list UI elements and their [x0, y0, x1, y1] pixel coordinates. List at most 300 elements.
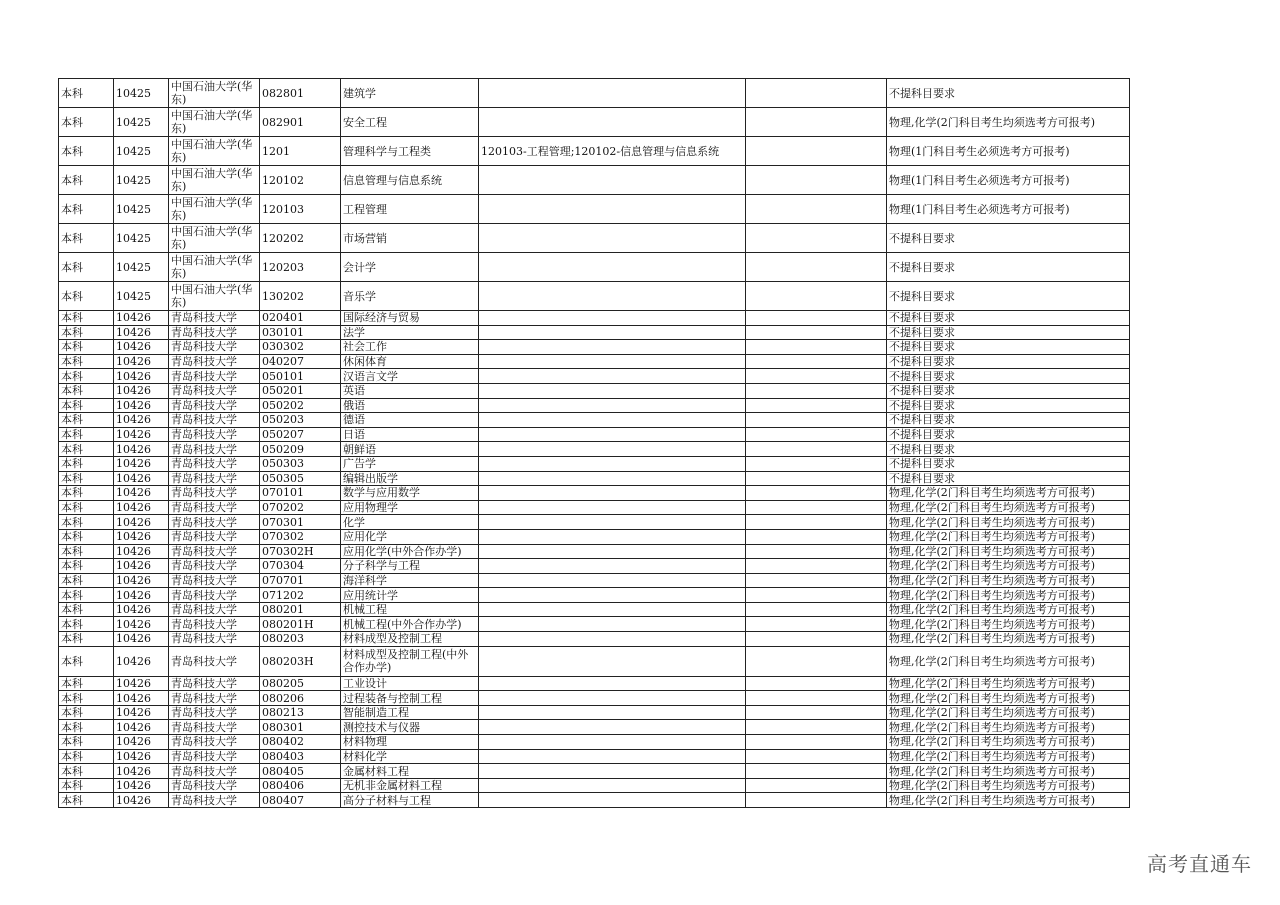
school-name-cell: 青岛科技大学	[169, 486, 260, 501]
major-code-cell: 080203	[260, 632, 341, 647]
table-row	[59, 471, 1130, 486]
major-code-cell: 120203	[260, 253, 341, 282]
subject-requirement-cell: 不提科目要求	[887, 340, 1130, 355]
school-name-cell: 青岛科技大学	[169, 793, 260, 808]
school-code-cell: 10425	[114, 137, 169, 166]
major-name-cell: 朝鲜语	[341, 442, 479, 457]
subject-requirement-cell: 不提科目要求	[887, 369, 1130, 384]
major-code-cell: 050203	[260, 413, 341, 428]
subject-requirement-cell: 不提科目要求	[887, 442, 1130, 457]
blank-cell	[746, 79, 887, 108]
subject-requirement-cell: 物理,化学(2门科目考生均须选考方可报考)	[887, 602, 1130, 617]
school-name-cell: 青岛科技大学	[169, 456, 260, 471]
table-row	[59, 442, 1130, 457]
school-name-cell: 青岛科技大学	[169, 778, 260, 793]
major-name-cell: 会计学	[341, 253, 479, 282]
school-name-cell: 青岛科技大学	[169, 544, 260, 559]
school-code-cell: 10425	[114, 282, 169, 311]
table-row	[59, 764, 1130, 779]
blank-cell	[746, 427, 887, 442]
school-code-cell: 10426	[114, 691, 169, 706]
school-name-cell: 中国石油大学(华东)	[169, 137, 260, 166]
major-code-cell: 080203H	[260, 646, 341, 676]
school-code-cell: 10426	[114, 398, 169, 413]
major-name-cell: 俄语	[341, 398, 479, 413]
table-row	[59, 515, 1130, 530]
subject-requirement-cell: 物理,化学(2门科目考生均须选考方可报考)	[887, 559, 1130, 574]
blank-cell	[746, 529, 887, 544]
major-name-cell: 信息管理与信息系统	[341, 166, 479, 195]
level-cell: 本科	[59, 559, 114, 574]
school-name-cell: 青岛科技大学	[169, 749, 260, 764]
school-name-cell: 青岛科技大学	[169, 354, 260, 369]
school-code-cell: 10426	[114, 340, 169, 355]
school-name-cell: 青岛科技大学	[169, 646, 260, 676]
subject-requirement-cell: 不提科目要求	[887, 253, 1130, 282]
major-code-cell: 050305	[260, 471, 341, 486]
school-name-cell: 青岛科技大学	[169, 442, 260, 457]
blank-cell	[746, 588, 887, 603]
included-majors-cell	[479, 354, 746, 369]
school-name-cell: 青岛科技大学	[169, 617, 260, 632]
major-name-cell: 工程管理	[341, 195, 479, 224]
included-majors-cell	[479, 602, 746, 617]
subject-requirement-cell: 物理(1门科目考生必须选考方可报考)	[887, 166, 1130, 195]
major-name-cell: 高分子材料与工程	[341, 793, 479, 808]
table-row	[59, 646, 1130, 676]
subject-requirement-cell: 物理,化学(2门科目考生均须选考方可报考)	[887, 691, 1130, 706]
school-code-cell: 10426	[114, 573, 169, 588]
subject-requirement-cell: 物理,化学(2门科目考生均须选考方可报考)	[887, 764, 1130, 779]
subject-requirement-cell: 物理,化学(2门科目考生均须选考方可报考)	[887, 486, 1130, 501]
blank-cell	[746, 764, 887, 779]
school-code-cell: 10426	[114, 311, 169, 326]
level-cell: 本科	[59, 427, 114, 442]
major-code-cell: 080407	[260, 793, 341, 808]
blank-cell	[746, 108, 887, 137]
major-name-cell: 机械工程(中外合作办学)	[341, 617, 479, 632]
included-majors-cell	[479, 735, 746, 750]
included-majors-cell	[479, 749, 746, 764]
level-cell: 本科	[59, 108, 114, 137]
blank-cell	[746, 471, 887, 486]
level-cell: 本科	[59, 369, 114, 384]
major-name-cell: 化学	[341, 515, 479, 530]
school-code-cell: 10426	[114, 764, 169, 779]
major-code-cell: 040207	[260, 354, 341, 369]
subject-requirement-cell: 不提科目要求	[887, 325, 1130, 340]
level-cell: 本科	[59, 253, 114, 282]
blank-cell	[746, 602, 887, 617]
school-name-cell: 青岛科技大学	[169, 515, 260, 530]
major-name-cell: 应用物理学	[341, 500, 479, 515]
blank-cell	[746, 442, 887, 457]
included-majors-cell	[479, 166, 746, 195]
blank-cell	[746, 735, 887, 750]
subject-requirement-cell: 不提科目要求	[887, 427, 1130, 442]
major-name-cell: 英语	[341, 383, 479, 398]
major-name-cell: 无机非金属材料工程	[341, 778, 479, 793]
level-cell: 本科	[59, 413, 114, 428]
school-name-cell: 青岛科技大学	[169, 705, 260, 720]
school-code-cell: 10426	[114, 529, 169, 544]
subject-requirement-cell: 不提科目要求	[887, 224, 1130, 253]
school-code-cell: 10426	[114, 646, 169, 676]
major-code-cell: 080405	[260, 764, 341, 779]
table-row	[59, 354, 1130, 369]
major-code-cell: 080206	[260, 691, 341, 706]
included-majors-cell	[479, 720, 746, 735]
major-code-cell: 080201	[260, 602, 341, 617]
major-name-cell: 休闲体育	[341, 354, 479, 369]
major-code-cell: 082901	[260, 108, 341, 137]
included-majors-cell	[479, 427, 746, 442]
school-code-cell: 10426	[114, 602, 169, 617]
table-row	[59, 383, 1130, 398]
table-row	[59, 166, 1130, 195]
school-name-cell: 青岛科技大学	[169, 427, 260, 442]
level-cell: 本科	[59, 137, 114, 166]
subject-requirement-cell: 不提科目要求	[887, 383, 1130, 398]
school-name-cell: 青岛科技大学	[169, 676, 260, 691]
school-code-cell: 10426	[114, 705, 169, 720]
blank-cell	[746, 676, 887, 691]
school-name-cell: 青岛科技大学	[169, 340, 260, 355]
school-code-cell: 10426	[114, 369, 169, 384]
blank-cell	[746, 691, 887, 706]
school-code-cell: 10426	[114, 413, 169, 428]
school-name-cell: 青岛科技大学	[169, 559, 260, 574]
blank-cell	[746, 325, 887, 340]
table-row	[59, 369, 1130, 384]
table-row	[59, 778, 1130, 793]
included-majors-cell	[479, 793, 746, 808]
included-majors-cell	[479, 398, 746, 413]
subject-requirement-cell: 物理,化学(2门科目考生均须选考方可报考)	[887, 108, 1130, 137]
level-cell: 本科	[59, 544, 114, 559]
blank-cell	[746, 137, 887, 166]
table-row	[59, 427, 1130, 442]
major-code-cell: 030302	[260, 340, 341, 355]
level-cell: 本科	[59, 166, 114, 195]
subject-requirement-cell: 不提科目要求	[887, 354, 1130, 369]
major-code-cell: 120103	[260, 195, 341, 224]
school-code-cell: 10426	[114, 354, 169, 369]
major-code-cell: 080205	[260, 676, 341, 691]
school-name-cell: 青岛科技大学	[169, 311, 260, 326]
level-cell: 本科	[59, 764, 114, 779]
table-row	[59, 79, 1130, 108]
major-code-cell: 080201H	[260, 617, 341, 632]
included-majors-cell	[479, 778, 746, 793]
major-name-cell: 应用统计学	[341, 588, 479, 603]
school-name-cell: 青岛科技大学	[169, 602, 260, 617]
level-cell: 本科	[59, 354, 114, 369]
table-row	[59, 676, 1130, 691]
included-majors-cell	[479, 529, 746, 544]
blank-cell	[746, 632, 887, 647]
major-code-cell: 080402	[260, 735, 341, 750]
school-code-cell: 10426	[114, 793, 169, 808]
major-name-cell: 社会工作	[341, 340, 479, 355]
table-row	[59, 529, 1130, 544]
included-majors-cell	[479, 705, 746, 720]
table-row	[59, 559, 1130, 574]
blank-cell	[746, 354, 887, 369]
major-name-cell: 音乐学	[341, 282, 479, 311]
major-code-cell: 070304	[260, 559, 341, 574]
subject-requirement-cell: 物理,化学(2门科目考生均须选考方可报考)	[887, 705, 1130, 720]
table-row	[59, 735, 1130, 750]
major-code-cell: 080213	[260, 705, 341, 720]
major-name-cell: 智能制造工程	[341, 705, 479, 720]
table-row	[59, 602, 1130, 617]
watermark: 高考直通车	[1147, 852, 1252, 876]
major-name-cell: 机械工程	[341, 602, 479, 617]
major-code-cell: 070101	[260, 486, 341, 501]
major-name-cell: 测控技术与仪器	[341, 720, 479, 735]
subject-requirement-cell: 不提科目要求	[887, 311, 1130, 326]
major-code-cell: 070301	[260, 515, 341, 530]
major-name-cell: 应用化学	[341, 529, 479, 544]
major-name-cell: 材料化学	[341, 749, 479, 764]
included-majors-cell	[479, 486, 746, 501]
major-name-cell: 材料成型及控制工程	[341, 632, 479, 647]
school-code-cell: 10426	[114, 442, 169, 457]
subject-requirement-cell: 物理,化学(2门科目考生均须选考方可报考)	[887, 778, 1130, 793]
level-cell: 本科	[59, 749, 114, 764]
blank-cell	[746, 369, 887, 384]
included-majors-cell	[479, 340, 746, 355]
blank-cell	[746, 340, 887, 355]
major-code-cell: 050303	[260, 456, 341, 471]
included-majors-cell	[479, 764, 746, 779]
subject-requirement-cell: 物理,化学(2门科目考生均须选考方可报考)	[887, 617, 1130, 632]
major-name-cell: 建筑学	[341, 79, 479, 108]
school-name-cell: 中国石油大学(华东)	[169, 282, 260, 311]
blank-cell	[746, 311, 887, 326]
subject-requirement-cell: 不提科目要求	[887, 282, 1130, 311]
blank-cell	[746, 383, 887, 398]
table-body	[59, 79, 1130, 808]
level-cell: 本科	[59, 705, 114, 720]
level-cell: 本科	[59, 195, 114, 224]
level-cell: 本科	[59, 340, 114, 355]
subject-requirement-cell: 物理,化学(2门科目考生均须选考方可报考)	[887, 500, 1130, 515]
school-name-cell: 青岛科技大学	[169, 413, 260, 428]
included-majors-cell	[479, 617, 746, 632]
table-row	[59, 311, 1130, 326]
level-cell: 本科	[59, 515, 114, 530]
school-code-cell: 10426	[114, 720, 169, 735]
included-majors-cell	[479, 573, 746, 588]
subject-requirement-cell: 物理(1门科目考生必须选考方可报考)	[887, 137, 1130, 166]
school-code-cell: 10426	[114, 427, 169, 442]
school-code-cell: 10426	[114, 749, 169, 764]
major-code-cell: 050209	[260, 442, 341, 457]
subject-requirement-cell: 物理(1门科目考生必须选考方可报考)	[887, 195, 1130, 224]
major-name-cell: 法学	[341, 325, 479, 340]
level-cell: 本科	[59, 676, 114, 691]
blank-cell	[746, 720, 887, 735]
table-row	[59, 705, 1130, 720]
level-cell: 本科	[59, 224, 114, 253]
blank-cell	[746, 253, 887, 282]
level-cell: 本科	[59, 632, 114, 647]
blank-cell	[746, 166, 887, 195]
included-majors-cell	[479, 632, 746, 647]
subject-requirement-cell: 物理,化学(2门科目考生均须选考方可报考)	[887, 632, 1130, 647]
major-name-cell: 数学与应用数学	[341, 486, 479, 501]
major-code-cell: 020401	[260, 311, 341, 326]
subject-requirement-cell: 物理,化学(2门科目考生均须选考方可报考)	[887, 588, 1130, 603]
level-cell: 本科	[59, 691, 114, 706]
school-code-cell: 10425	[114, 253, 169, 282]
major-name-cell: 管理科学与工程类	[341, 137, 479, 166]
level-cell: 本科	[59, 500, 114, 515]
included-majors-cell	[479, 413, 746, 428]
major-name-cell: 工业设计	[341, 676, 479, 691]
blank-cell	[746, 646, 887, 676]
table-row	[59, 325, 1130, 340]
included-majors-cell	[479, 691, 746, 706]
subject-requirement-cell: 物理,化学(2门科目考生均须选考方可报考)	[887, 749, 1130, 764]
major-name-cell: 分子科学与工程	[341, 559, 479, 574]
school-code-cell: 10426	[114, 632, 169, 647]
included-majors-cell	[479, 224, 746, 253]
major-code-cell: 050201	[260, 383, 341, 398]
school-code-cell: 10425	[114, 195, 169, 224]
blank-cell	[746, 486, 887, 501]
school-name-cell: 中国石油大学(华东)	[169, 166, 260, 195]
included-majors-cell	[479, 311, 746, 326]
included-majors-cell	[479, 559, 746, 574]
major-code-cell: 070701	[260, 573, 341, 588]
blank-cell	[746, 559, 887, 574]
major-code-cell: 082801	[260, 79, 341, 108]
included-majors-cell	[479, 442, 746, 457]
blank-cell	[746, 749, 887, 764]
table-row	[59, 282, 1130, 311]
subject-requirement-cell: 物理,化学(2门科目考生均须选考方可报考)	[887, 646, 1130, 676]
subject-requirement-cell: 不提科目要求	[887, 79, 1130, 108]
major-name-cell: 德语	[341, 413, 479, 428]
subject-requirement-cell: 物理,化学(2门科目考生均须选考方可报考)	[887, 793, 1130, 808]
included-majors-cell	[479, 471, 746, 486]
major-code-cell: 120202	[260, 224, 341, 253]
school-name-cell: 青岛科技大学	[169, 383, 260, 398]
table-row	[59, 573, 1130, 588]
blank-cell	[746, 617, 887, 632]
included-majors-cell	[479, 79, 746, 108]
school-name-cell: 青岛科技大学	[169, 500, 260, 515]
included-majors-cell: 120103-工程管理;120102-信息管理与信息系统	[479, 137, 746, 166]
included-majors-cell	[479, 515, 746, 530]
school-code-cell: 10426	[114, 735, 169, 750]
school-code-cell: 10425	[114, 166, 169, 195]
level-cell: 本科	[59, 442, 114, 457]
level-cell: 本科	[59, 720, 114, 735]
school-name-cell: 中国石油大学(华东)	[169, 79, 260, 108]
major-name-cell: 金属材料工程	[341, 764, 479, 779]
table-row	[59, 195, 1130, 224]
subject-requirement-cell: 不提科目要求	[887, 456, 1130, 471]
included-majors-cell	[479, 456, 746, 471]
school-code-cell: 10426	[114, 456, 169, 471]
level-cell: 本科	[59, 735, 114, 750]
blank-cell	[746, 778, 887, 793]
subject-requirement-cell: 不提科目要求	[887, 413, 1130, 428]
blank-cell	[746, 398, 887, 413]
included-majors-cell	[479, 676, 746, 691]
school-name-cell: 中国石油大学(华东)	[169, 224, 260, 253]
table-row	[59, 632, 1130, 647]
major-name-cell: 材料物理	[341, 735, 479, 750]
level-cell: 本科	[59, 486, 114, 501]
major-code-cell: 080406	[260, 778, 341, 793]
major-name-cell: 安全工程	[341, 108, 479, 137]
major-name-cell: 海洋科学	[341, 573, 479, 588]
blank-cell	[746, 282, 887, 311]
major-code-cell: 070302	[260, 529, 341, 544]
major-name-cell: 广告学	[341, 456, 479, 471]
school-code-cell: 10425	[114, 224, 169, 253]
included-majors-cell	[479, 646, 746, 676]
major-code-cell: 080301	[260, 720, 341, 735]
table-row	[59, 544, 1130, 559]
table-row	[59, 793, 1130, 808]
included-majors-cell	[479, 253, 746, 282]
table-row	[59, 108, 1130, 137]
school-code-cell: 10426	[114, 486, 169, 501]
table-row	[59, 749, 1130, 764]
blank-cell	[746, 456, 887, 471]
school-name-cell: 青岛科技大学	[169, 632, 260, 647]
major-code-cell: 050101	[260, 369, 341, 384]
included-majors-cell	[479, 325, 746, 340]
school-name-cell: 青岛科技大学	[169, 735, 260, 750]
table-row	[59, 691, 1130, 706]
level-cell: 本科	[59, 602, 114, 617]
school-name-cell: 青岛科技大学	[169, 529, 260, 544]
level-cell: 本科	[59, 456, 114, 471]
school-code-cell: 10426	[114, 325, 169, 340]
school-name-cell: 青岛科技大学	[169, 398, 260, 413]
major-code-cell: 130202	[260, 282, 341, 311]
major-code-cell: 120102	[260, 166, 341, 195]
table-row	[59, 398, 1130, 413]
subject-requirement-cell: 物理,化学(2门科目考生均须选考方可报考)	[887, 676, 1130, 691]
blank-cell	[746, 793, 887, 808]
subject-requirement-cell: 物理,化学(2门科目考生均须选考方可报考)	[887, 544, 1130, 559]
school-name-cell: 中国石油大学(华东)	[169, 195, 260, 224]
included-majors-cell	[479, 108, 746, 137]
major-name-cell: 汉语言文学	[341, 369, 479, 384]
table-row	[59, 500, 1130, 515]
enrollment-table	[58, 78, 1130, 808]
level-cell: 本科	[59, 79, 114, 108]
level-cell: 本科	[59, 793, 114, 808]
included-majors-cell	[479, 500, 746, 515]
school-name-cell: 青岛科技大学	[169, 471, 260, 486]
school-code-cell: 10426	[114, 559, 169, 574]
blank-cell	[746, 413, 887, 428]
subject-requirement-cell: 物理,化学(2门科目考生均须选考方可报考)	[887, 720, 1130, 735]
major-name-cell: 应用化学(中外合作办学)	[341, 544, 479, 559]
table-row	[59, 617, 1130, 632]
school-code-cell: 10426	[114, 778, 169, 793]
table-row	[59, 413, 1130, 428]
